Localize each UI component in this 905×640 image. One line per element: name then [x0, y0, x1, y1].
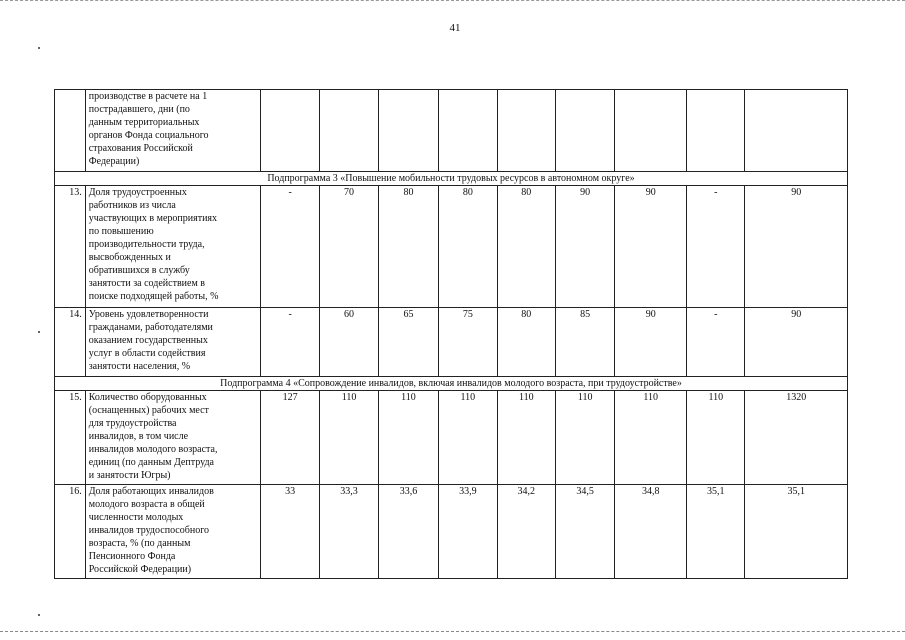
row-number: 16. [55, 485, 86, 579]
description-line: Доля работающих инвалидов [88, 486, 214, 497]
value-cell: 33,6 [378, 485, 438, 579]
description-line: обратившихся в службу [88, 265, 190, 276]
scan-speck [38, 614, 40, 616]
value-cell: 110 [439, 391, 497, 485]
value-cell: 85 [555, 308, 614, 377]
value-cell [320, 90, 378, 172]
description-line: производительности труда, [88, 239, 205, 250]
value-cell [439, 90, 497, 172]
value-cell: 35,1 [687, 485, 745, 579]
description-line: Уровень удовлетворенности [88, 309, 209, 320]
description-line: производстве в расчете на 1 [88, 91, 208, 102]
row-number: 13. [55, 186, 86, 308]
value-cell: - [687, 186, 745, 308]
value-cell: 35,1 [745, 485, 848, 579]
value-cell: 33,9 [439, 485, 497, 579]
value-cell: 90 [745, 308, 848, 377]
description-line: (оснащенных) рабочих мест [88, 405, 209, 416]
indicator-description [85, 391, 260, 485]
value-cell: 110 [320, 391, 378, 485]
description-line: услуг в области содействия [88, 348, 206, 359]
value-cell: 60 [320, 308, 378, 377]
description-line: гражданами, работодателями [88, 322, 213, 333]
description-line: занятости за содействием в [88, 278, 206, 289]
value-cell [615, 90, 687, 172]
value-cell: 90 [745, 186, 848, 308]
value-cell: 34,8 [615, 485, 687, 579]
row-number [55, 90, 86, 172]
value-cell: - [687, 308, 745, 377]
description-line: занятости населения, % [88, 361, 191, 372]
description-line: инвалидов трудоспособного [88, 525, 210, 536]
description-line: Российской Федерации) [88, 564, 192, 575]
value-cell: 80 [497, 186, 555, 308]
description-line: молодого возраста в общей [88, 499, 205, 510]
row-number: 14. [55, 308, 86, 377]
description-line: работников из числа [88, 200, 176, 211]
value-cell: 90 [615, 308, 687, 377]
value-cell: 110 [378, 391, 438, 485]
description-line: по повышению [88, 226, 154, 237]
value-cell: 33,3 [320, 485, 378, 579]
row-number: 15. [55, 391, 86, 485]
section-title: Подпрограмма 3 «Повышение мобильности трудовых ресурсов в автономном округе» [55, 172, 848, 186]
indicator-description [85, 485, 260, 579]
value-cell: 90 [615, 186, 687, 308]
indicator-description [85, 186, 260, 308]
description-line: единиц (по данным Дептруда [88, 457, 214, 468]
section-header-row [55, 172, 848, 186]
description-line: Количество оборудованных [88, 392, 207, 403]
value-cell: 34,5 [555, 485, 614, 579]
value-cell [497, 90, 555, 172]
value-cell [687, 90, 745, 172]
value-cell: - [260, 186, 319, 308]
value-cell: 80 [497, 308, 555, 377]
description-line: численности молодых [88, 512, 184, 523]
section-header-row [55, 377, 848, 391]
table-body [55, 90, 848, 579]
value-cell: 80 [378, 186, 438, 308]
description-line: участвующих в мероприятиях [88, 213, 218, 224]
table-row [55, 186, 848, 308]
description-line: инвалидов молодого возраста, [88, 444, 218, 455]
value-cell: 65 [378, 308, 438, 377]
value-cell: 110 [555, 391, 614, 485]
description-line: данным территориальных [88, 117, 200, 128]
table-row [55, 90, 848, 172]
value-cell [745, 90, 848, 172]
description-line: высвобожденных и [88, 252, 171, 263]
table-row [55, 485, 848, 579]
value-cell: 1320 [745, 391, 848, 485]
value-cell: 110 [497, 391, 555, 485]
scan-speck [38, 331, 40, 333]
description-line: Пенсионного Фонда [88, 551, 176, 562]
description-line: Федерации) [88, 156, 140, 167]
description-line: поиске подходящей работы, % [88, 291, 219, 302]
description-line: оказанием государственных [88, 335, 208, 346]
value-cell: - [260, 308, 319, 377]
value-cell: 33 [260, 485, 319, 579]
description-line: инвалидов, в том числе [88, 431, 189, 442]
page-bottom-edge [0, 631, 905, 632]
indicator-description [85, 90, 260, 172]
section-title: Подпрограмма 4 «Сопровождение инвалидов, включая инвалидов молодого возраста, при трудоустройстве» [55, 377, 848, 391]
value-cell [555, 90, 614, 172]
description-line: пострадавшего, дни (по [88, 104, 190, 115]
description-line: и занятости Югры) [88, 470, 171, 481]
value-cell: 127 [260, 391, 319, 485]
value-cell: 80 [439, 186, 497, 308]
value-cell [378, 90, 438, 172]
page-top-edge [0, 0, 905, 1]
value-cell: 110 [687, 391, 745, 485]
description-line: возраста, % (по данным [88, 538, 191, 549]
value-cell: 75 [439, 308, 497, 377]
description-line: Доля трудоустроенных [88, 187, 187, 198]
value-cell: 110 [615, 391, 687, 485]
value-cell: 34,2 [497, 485, 555, 579]
value-cell: 70 [320, 186, 378, 308]
table-row [55, 391, 848, 485]
description-line: страхования Российской [88, 143, 193, 154]
table-row [55, 308, 848, 377]
indicators-table [54, 89, 848, 579]
description-line: для трудоустройства [88, 418, 177, 429]
value-cell: 90 [555, 186, 614, 308]
value-cell [260, 90, 319, 172]
page-number: 41 [449, 22, 461, 34]
scan-speck [38, 47, 40, 49]
indicator-description [85, 308, 260, 377]
description-line: органов Фонда социального [88, 130, 209, 141]
